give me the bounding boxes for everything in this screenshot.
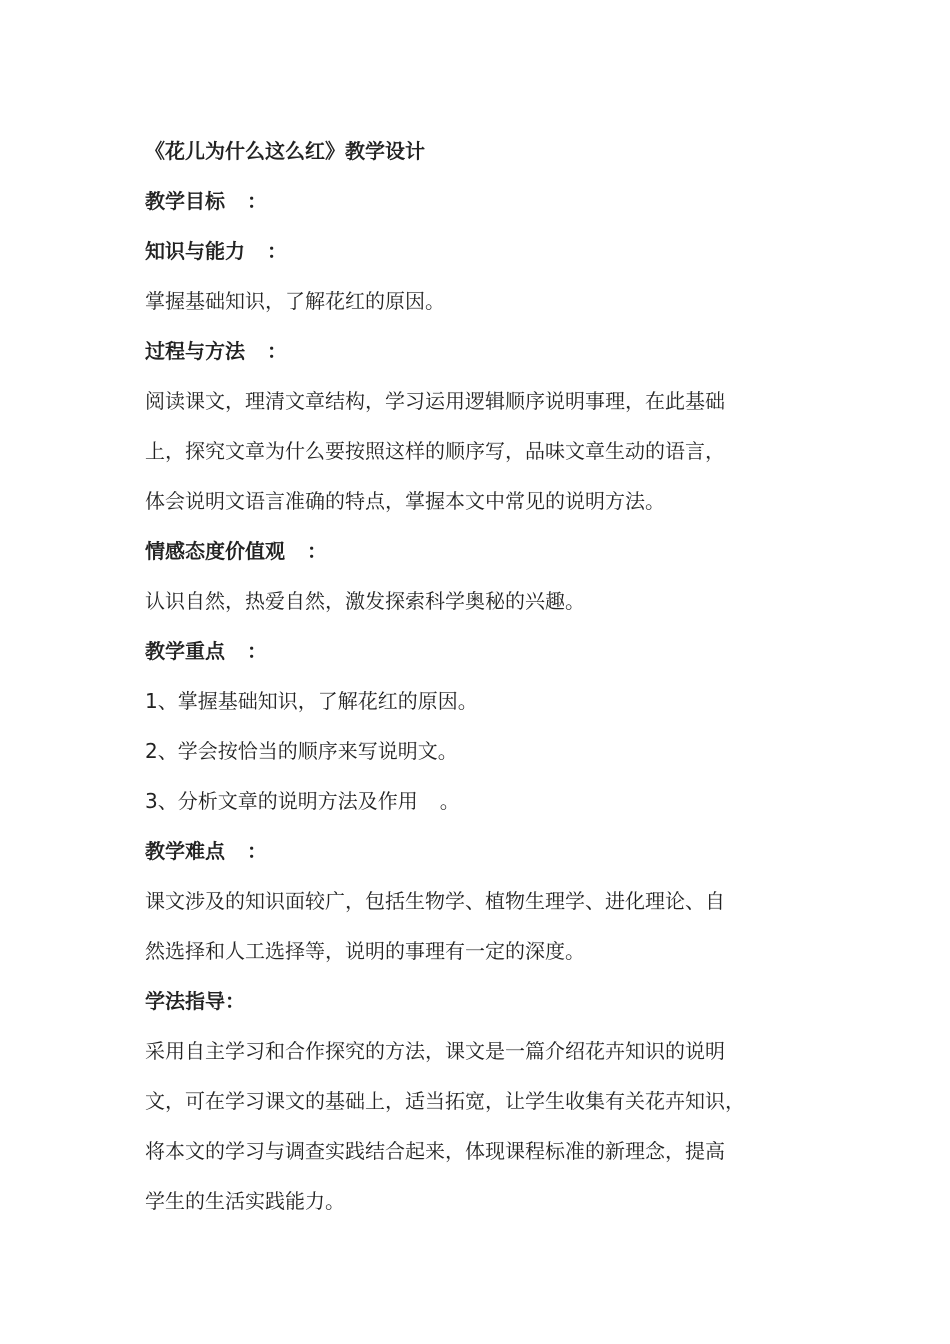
emotion-heading [145,526,825,576]
key-point-period: 。 [439,789,460,813]
objectives-heading-text: 教学目标 [145,189,225,213]
key-point-item: 2、学会按恰当的顺序来写说明文。 [145,739,458,763]
difficulties-heading [145,826,825,876]
process-line: 上，探究文章为什么要按照这样的顺序写，品味文章生动的语言， [145,439,725,463]
key-point-item [145,776,825,826]
difficulties-heading-text: 教学难点 [145,839,225,863]
document-page [145,126,825,1226]
process-heading [145,326,825,376]
key-point-text: 3、分析文章的说明方法及作用 [145,789,418,813]
objectives-colon: ： [247,189,267,213]
key-point-item: 1、掌握基础知识，了解花红的原因。 [145,689,478,713]
guidance-heading: 学法指导： [145,989,245,1013]
objectives-heading [145,176,825,226]
document-title-text: 《花儿为什么这么红》教学设计 [145,139,425,163]
document-title [145,126,825,176]
process-colon: ： [267,339,287,363]
guidance-line: 学生的生活实践能力。 [145,1189,345,1213]
knowledge-text: 掌握基础知识，了解花红的原因。 [145,289,445,313]
key-points-colon: ： [247,639,267,663]
process-line: 阅读课文，理清文章结构，学习运用逻辑顺序说明事理，在此基础 [145,389,725,413]
guidance-line: 采用自主学习和合作探究的方法，课文是一篇介绍花卉知识的说明 [145,1039,725,1063]
key-points-heading-text: 教学重点 [145,639,225,663]
key-points-heading [145,626,825,676]
difficulties-line: 然选择和人工选择等，说明的事理有一定的深度。 [145,939,585,963]
emotion-colon: ： [307,539,327,563]
guidance-line: 文，可在学习课文的基础上，适当拓宽，让学生收集有关花卉知识， [145,1089,745,1113]
emotion-text: 认识自然，热爱自然，激发探索科学奥秘的兴趣。 [145,589,585,613]
guidance-line: 将本文的学习与调查实践结合起来，体现课程标准的新理念，提高 [145,1139,725,1163]
knowledge-colon: ： [267,239,287,263]
difficulties-colon: ： [247,839,267,863]
process-line: 体会说明文语言准确的特点，掌握本文中常见的说明方法。 [145,489,665,513]
difficulties-line: 课文涉及的知识面较广，包括生物学、植物生理学、进化理论、自 [145,889,725,913]
emotion-heading-text: 情感态度价值观 [145,539,285,563]
knowledge-heading-text: 知识与能力 [145,239,245,263]
process-heading-text: 过程与方法 [145,339,245,363]
knowledge-heading [145,226,825,276]
